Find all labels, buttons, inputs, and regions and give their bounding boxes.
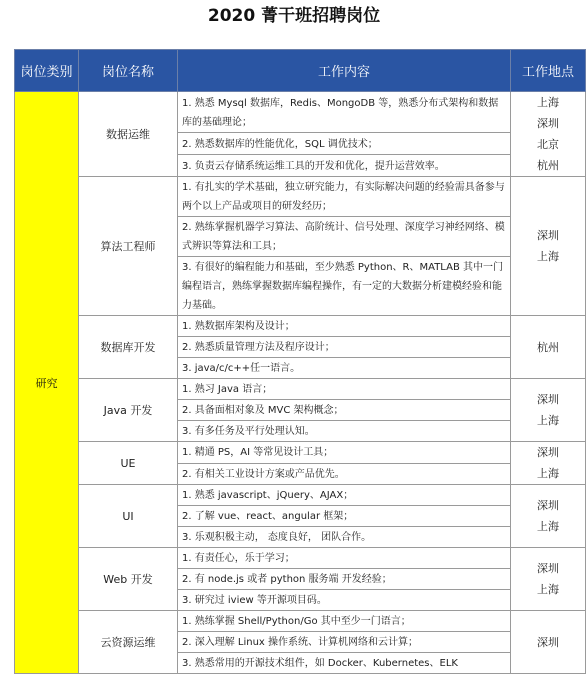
position-name-cell: 数据运维 [79,92,178,177]
location-cell [511,548,586,611]
position-name-cell: 云资源运维 [79,611,178,674]
duty-cell: 2. 有 node.js 或者 python 服务端 开发经验； [178,569,511,590]
duty-cell: 1. 熟数据库架构及设计； [178,316,511,337]
table-row [15,92,586,133]
location-cell [511,485,586,548]
duty-cell: 1. 精通 PS，AI 等常见设计工具； [178,442,511,464]
duty-cell: 1. 熟悉 Mysql 数据库，Redis、MongoDB 等，熟悉分布式架构和数据库的基础理论； [178,92,511,133]
duty-cell: 3. 研究过 iview 等开源项目码。 [178,590,511,611]
table-row [15,485,586,506]
location-item: 上海 [537,96,559,109]
job-table-body [15,92,586,674]
job-table [14,49,586,674]
position-name-cell: UI [79,485,178,548]
position-name-cell: Java 开发 [79,379,178,442]
duty-cell: 2. 深入理解 Linux 操作系统、计算机网络和云计算； [178,632,511,653]
duty-cell: 3. 负责云存储系统运维工具的开发和优化，提升运营效率。 [178,155,511,177]
location-item: 上海 [537,520,559,533]
location-item: 深圳 [537,562,559,575]
location-cell [511,316,586,379]
category-cell: 研究 [15,92,79,674]
location-item: 上海 [537,414,559,427]
location-cell [511,442,586,485]
location-item: 上海 [537,250,559,263]
duty-cell: 2. 熟悉质量管理方法及程序设计； [178,337,511,358]
location-item: 深圳 [537,393,559,406]
duty-cell: 2. 具备面相对象及 MVC 架构概念； [178,400,511,421]
table-row [15,611,586,632]
duty-cell: 1. 熟习 Java 语言； [178,379,511,400]
table-row [15,177,586,217]
duty-cell: 1. 熟练掌握 Shell/Python/Go 其中至少一门语言； [178,611,511,632]
table-row [15,379,586,400]
duty-cell: 1. 有责任心，乐于学习； [178,548,511,569]
duty-cell: 3. 熟悉常用的开源技术组件，如 Docker、Kubernetes、ELK [178,653,511,674]
location-cell [511,379,586,442]
position-name-cell: 数据库开发 [79,316,178,379]
position-name-cell: 算法工程师 [79,177,178,316]
duty-cell: 2. 熟练掌握机器学习算法、高阶统计、信号处理、深度学习神经网络、模式辨识等算法和工具； [178,217,511,257]
location-item: 深圳 [537,446,559,459]
duty-cell: 2. 熟悉数据库的性能优化，SQL 调优技术； [178,133,511,155]
table-row [15,548,586,569]
duty-cell: 3. 有很好的编程能力和基础，至少熟悉 Python、R、MATLAB 其中一门编程语言，熟练掌握数据库编程操作，有一定的大数据分析建模经验和能力基础。 [178,257,511,316]
location-cell [511,92,586,177]
duty-cell: 2. 有相关工业设计方案或产品优先。 [178,463,511,485]
location-item: 北京 [537,138,559,151]
header-location: 工作地点 [511,50,586,92]
header-duties: 工作内容 [178,50,511,92]
position-name-cell: Web 开发 [79,548,178,611]
location-item: 深圳 [537,229,559,242]
location-cell [511,611,586,674]
header-position: 岗位名称 [79,50,178,92]
table-row [15,442,586,464]
location-item: 深圳 [537,117,559,130]
location-item: 杭州 [537,340,559,354]
location-item: 上海 [537,467,559,480]
duty-cell: 2. 了解 vue、react、angular 框架； [178,506,511,527]
header-row [15,50,586,92]
header-category: 岗位类别 [15,50,79,92]
table-row [15,316,586,337]
duty-cell: 1. 有扎实的学术基础，独立研究能力，有实际解决问题的经验需具备参与两个以上产品或项目的研发经历； [178,177,511,217]
duty-cell: 1. 熟悉 javascript、jQuery、AJAX； [178,485,511,506]
duty-cell: 3. java/c/c++任一语言。 [178,358,511,379]
location-item: 上海 [537,583,559,596]
location-item: 深圳 [537,499,559,512]
location-item: 深圳 [537,635,559,649]
position-name-cell: UE [79,442,178,485]
page-title: 2020 菁干班招聘岗位 [207,6,381,26]
duty-cell: 3. 有多任务及平行处理认知。 [178,421,511,442]
location-item: 杭州 [537,159,559,172]
duty-cell: 3. 乐观积极主动， 态度良好， 团队合作。 [178,527,511,548]
location-cell [511,177,586,316]
